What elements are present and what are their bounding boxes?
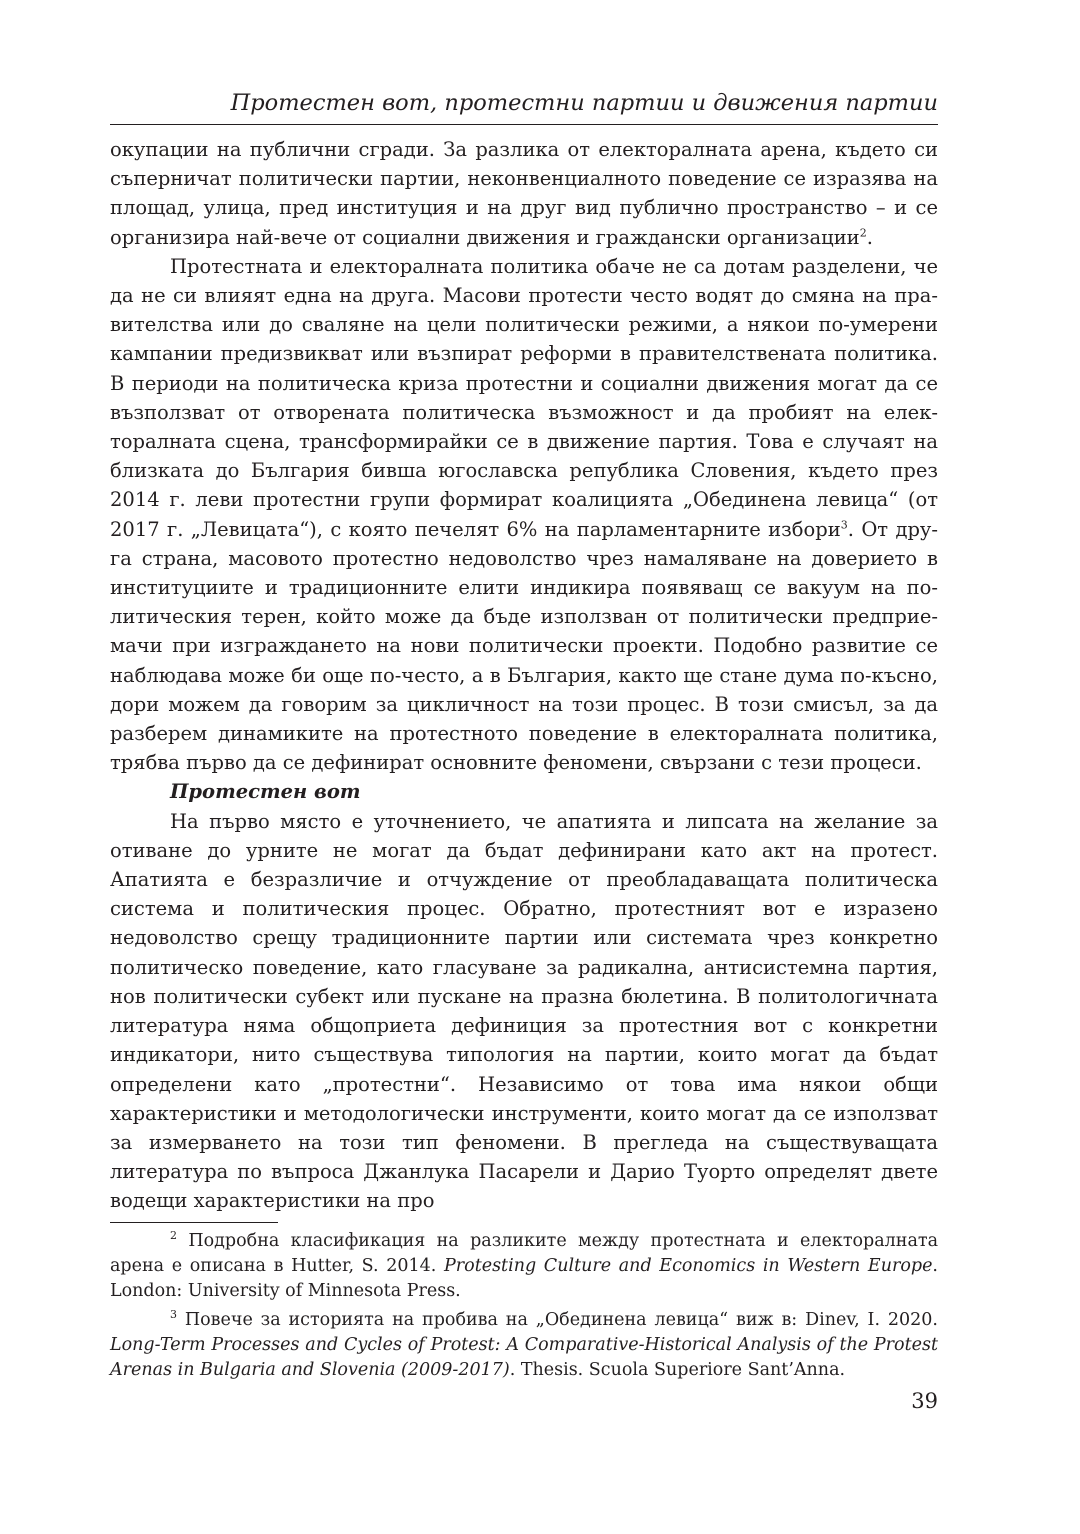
paragraph-1-end: .	[866, 225, 873, 249]
section-heading: Протестен вот	[170, 780, 361, 804]
footnote-rule	[110, 1222, 278, 1223]
footnote-ref-3[interactable]: 3	[840, 518, 848, 532]
paragraph-2-text-b: . От друга страна, масовото протестно недоволство чрез намаляване на доверието в институциите и традиционните елити индикира появяващ се вакуум на политическия терен, който може да бъде използван от политически предприемачи при изграждането на нови политически проекти. Подобно развитие се наблюдава може би още по-често, а в България, както ще стане дума по-късно, дори можем да говорим за цикличност на този процес. В този смисъл, за да разберем динамиките на протестното поведение в електоралната политика, трябва първо да се дефинират основните феномени, свързани с тези процеси.	[110, 517, 938, 775]
paragraph-2-text-a: Протестната и електоралната политика обаче не са дотам разделени, че да не си влияят една на друга. Масови протести често водят до смяна на правителства или до сваляне на цели политически режими, а някои по-умерени кампании предизвикват или възпират реформи в правителствената политика. В периоди на политическа криза протестни и социални движения могат да се възползват от отворената политическа възможност и да пробият на електоралната сцена, трансформирайки се в движение партия. Това е случаят на близката до България бивша югославска република Словения, където през 2014 г. леви протестни групи формират коалицията „Обединена левица“ (от 2017 г. „Левицата“), с която печелят 6% на парламентарните избори	[110, 254, 938, 541]
footnote-3	[110, 1308, 938, 1383]
footnote-2-title: Protesting Culture and Economics in Western Europe	[444, 1255, 933, 1276]
footnote-3-number: 3	[170, 1307, 177, 1321]
footnote-ref-2[interactable]: 2	[859, 226, 867, 240]
footnote-2-text: Подробна класификация на разликите между протестната и електоралната арена е описана в Hutter, S. 2014.	[110, 1230, 938, 1276]
footnote-2-end: . London: University of Minnesota Press.	[110, 1255, 938, 1301]
paragraph-protest-vote: На първо място е уточнението, че апатията и липсата на желание за отиване до урните не могат да бъдат дефинирани като акт на протест. Апатията е безразличие и отчуждение от преобладаващата политическа система и политическия процес. Обратно, протестният вот е изразено недоволство срещу традиционните партии или системата чрез конкретно политическо поведение, като гласуване за радикална, антисистемна партия, нов политически субект или пускане на празна бюлетина. В политологичната литература няма общоприета дефиниция за протестния вот с конкретни индикатори, нито съществува типология на партии, които могат да бъдат определени като „протестни“. Независимо от това има някои общи характеристики и методологически инструменти, които могат да се използват за измерването на този тип феномени. В прегледа на съществуващата литература по въпроса Джанлука Пасарели и Дарио Туорто определят двете водещи характеристики на про	[110, 809, 938, 1213]
footnote-3-text: Повече за историята на пробива на „Обединена левица“ виж в: Dinev, I. 2020.	[177, 1309, 938, 1330]
body-text	[110, 135, 938, 1216]
footnote-2	[110, 1229, 938, 1304]
footnotes	[110, 1229, 938, 1383]
paragraph-protest-electoral	[110, 252, 938, 778]
footnote-3-title: Long-Term Processes and Cycles of Protest: A Comparative-Historical Analysis of the Protest Arenas in Bulgaria and Slovenia (2009-2017)	[110, 1334, 938, 1380]
paragraph-continued	[110, 135, 938, 252]
page-number: 39	[911, 1388, 938, 1413]
footnote-2-number: 2	[170, 1228, 177, 1242]
paragraph-1-text: окупации на публични сгради. За разлика от електоралната арена, където си съперничат политически партии, неконвенциалното поведение се изразява на площад, улица, пред институция и на друг вид публично пространство – и се организира най-вече от социални движения и граждански организации	[110, 138, 938, 249]
running-head: Протестен вот, протестни партии и движения партии	[110, 88, 938, 125]
footnote-3-end: . Thesis. Scuola Superiore Sant’Anna.	[509, 1359, 846, 1380]
book-page	[110, 88, 938, 1415]
